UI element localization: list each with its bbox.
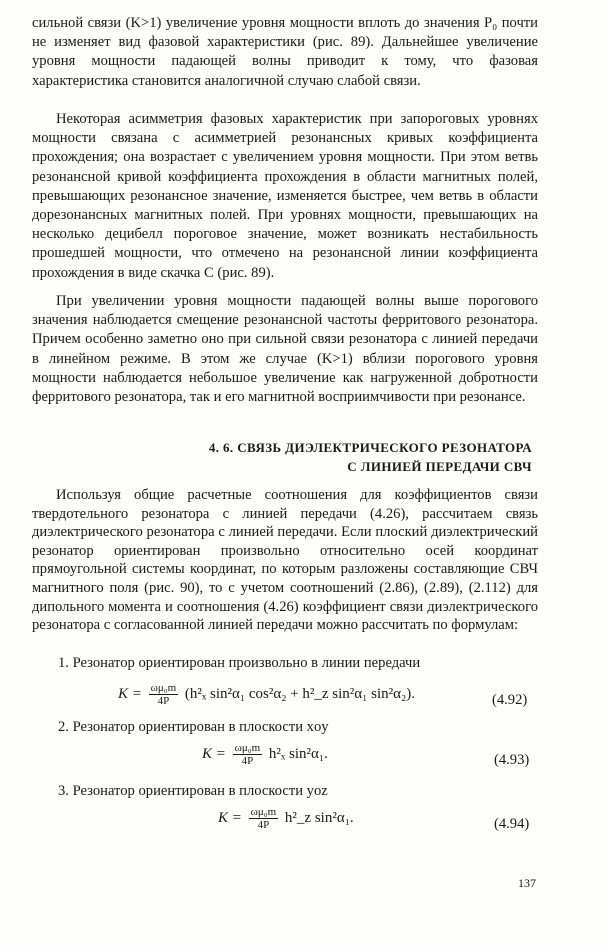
eq-lhs: K = <box>118 685 142 702</box>
paragraph-1: сильной связи (K>1) увеличение уровня мощности вплоть до значения P₀ почти не изменяет вид фазовой характеристики (рис. 89). Дальнейшее увеличение уровня мощности падающей волны приводит к тому, что фазовая характеристика становится аналогичной случаю слабой связи. <box>32 15 538 89</box>
list-item-1: 1. Резонатор ориентирован произвольно в линии передачи <box>58 655 421 671</box>
list-item-2: 2. Резонатор ориентирован в плоскости xoy <box>58 719 329 735</box>
paragraph-3: При увеличении уровня мощности падающей волны выше порогового значения наблюдается смещение резонансной частоты ферритового резонатора. Причем особенно заметно оно при сильной связи резонатора с линией передачи в линейном режиме. В этом же случае (K>1) вблизи порогового уровня мощности наблюдается небольшое увеличение как нагруженной добротности ферритового резонатора, так и его магнитной восприимчивости при резонансе. <box>32 293 538 406</box>
page-number: 137 <box>518 876 536 890</box>
paragraph-4: Используя общие расчетные соотношения для коэффициентов связи твердотельного резонатора с линией передачи (4.26), рассчитаем связь диэлектрического резонатора с линией передачи. Если плоский диэлектрический резонатор ориентирован произвольно относительно осей координат прямоугольной системы координат, по которым разложены составляющие СВЧ магнитного поля (рис. 90), то с учетом соотношений (2.86), (2.89), (2.112) для дипольного момента и соотношения (4.26) коэффициент связи диэлектрического резонатора с согласованной линией передачи можно рассчитать по формулам: <box>32 487 538 634</box>
equation-4-92 <box>118 682 415 707</box>
eq-lhs: K = <box>202 745 226 762</box>
equation-number-4-93: (4.93) <box>494 752 530 768</box>
eq-body: h²_z sin²α₁. <box>284 809 354 826</box>
eq-lhs: K = <box>218 809 242 826</box>
fraction-denominator: 4P <box>157 695 170 707</box>
equation-4-93 <box>202 742 328 767</box>
equation-4-94 <box>218 806 354 831</box>
list-item-3: 3. Резонатор ориентирован в плоскости yoz <box>58 783 328 799</box>
section-heading-line2: С ЛИНИЕЙ ПЕРЕДАЧИ СВЧ <box>347 459 532 474</box>
eq-fraction <box>249 806 279 831</box>
eq-fraction <box>149 682 179 707</box>
fraction-denominator: 4P <box>257 819 270 831</box>
fraction-numerator: ωμ₀m <box>234 742 261 754</box>
equation-number-4-94: (4.94) <box>494 816 530 832</box>
eq-fraction <box>233 742 263 767</box>
paragraph-2: Некоторая асимметрия фазовых характеристик при запороговых уровнях мощности связана с асимметрией резонансных кривых коэффициента прохождения; она возрастает с увеличением уровня мощности. При этом ветвь резонансной кривой коэффициента прохождения в области магнитных полей, превышающих резонансное значение, изменяется быстрее, чем ветвь в области дорезонансных магнитных полей. При уровнях мощности, превышающих на несколько децибелл пороговое значение, может возникать нестабильность прошедшей мощности, что отмечено на резонансной линии коэффициента прохождения в виде скачка C (рис. 89). <box>32 111 538 281</box>
eq-body: (h²ₓ sin²α₁ cos²α₂ + h²_z sin²α₁ sin²α₂). <box>184 685 415 702</box>
fraction-denominator: 4P <box>241 755 254 767</box>
fraction-numerator: ωμ₀m <box>150 682 177 694</box>
eq-body: h²ₓ sin²α₁. <box>268 745 328 762</box>
equation-number-4-92: (4.92) <box>492 692 528 708</box>
section-heading-line1: 4. 6. СВЯЗЬ ДИЭЛЕКТРИЧЕСКОГО РЕЗОНАТОРА <box>208 440 532 455</box>
fraction-numerator: ωμ₀m <box>250 806 277 818</box>
